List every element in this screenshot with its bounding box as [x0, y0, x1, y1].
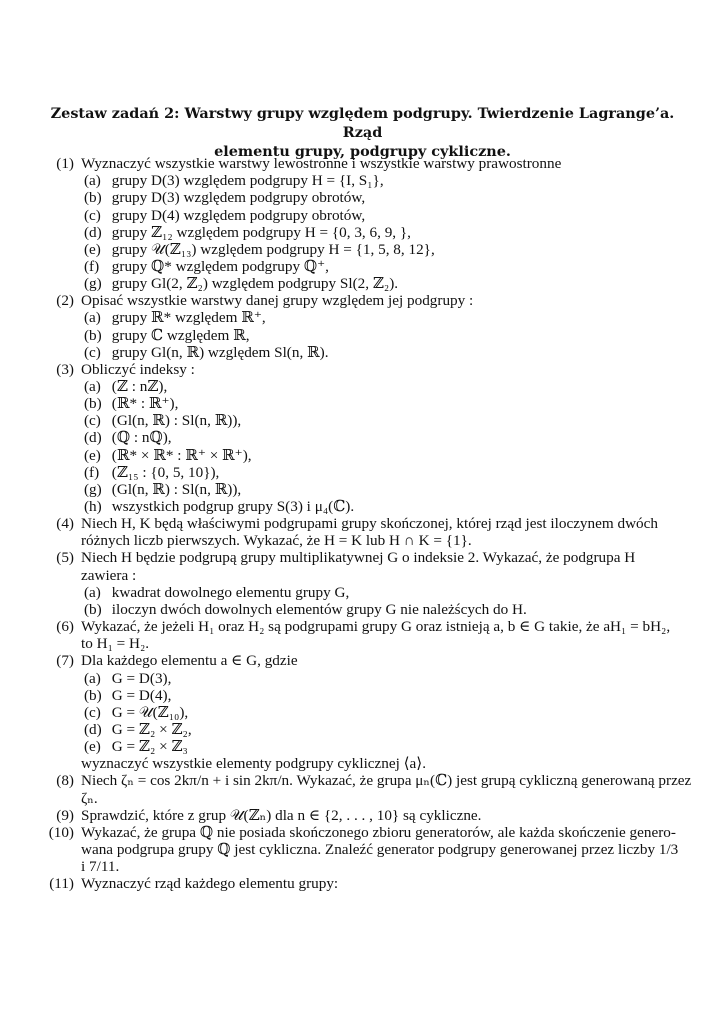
subitem-label: (g)	[84, 480, 102, 498]
subitem-text: G = D(4),	[108, 686, 172, 704]
subitem	[84, 412, 241, 429]
problem-text-line: Opisać wszystkie warstwy danej grupy względem jej podgrupy :	[81, 292, 474, 310]
subitem-text: grupy ℤ₁₂ względem podgrupy H = {0, 3, 6, 9, },	[108, 223, 411, 241]
subitem-label: (d)	[84, 429, 102, 447]
problem-text-line: to H₁ = H₂.	[81, 635, 150, 653]
subitem-text: iloczyn dwóch dowolnych elementów grupy G nie należścych do H.	[108, 600, 527, 618]
problem-text-line: ζₙ.	[81, 789, 98, 807]
problem-number: (10)	[48, 823, 74, 841]
subitem-label: (d)	[84, 720, 102, 738]
subitem-label: (e)	[84, 446, 101, 464]
subitem-text: (Gl(n, ℝ) : Sl(n, ℝ)),	[108, 480, 242, 498]
problem-number: (11)	[49, 875, 74, 893]
subitem-text: (ℤ : nℤ),	[108, 377, 168, 395]
subitem	[84, 275, 398, 292]
subitem	[84, 309, 266, 326]
subitem	[84, 721, 192, 738]
problem-number: (7)	[56, 652, 74, 670]
problem-text-line: Wykazać, że jeżeli H₁ oraz H₂ są podgrupami grupy G oraz istnieją a, b ∈ G takie, że aH₁ = bH₂,	[81, 618, 671, 635]
title-line-1: Zestaw zadań 2: Warstwy grupy względem podgrupy. Twierdzenie Lagrange’a. Rząd	[50, 105, 675, 141]
subitem	[84, 704, 188, 721]
subitem-label: (d)	[84, 223, 102, 241]
subitem	[84, 584, 349, 601]
subitem-label: (a)	[84, 377, 101, 395]
subitem-label: (c)	[84, 412, 101, 430]
subitem-label: (b)	[84, 600, 102, 618]
subitem	[84, 464, 219, 481]
subitem-text: grupy ℝ* względem ℝ⁺,	[108, 309, 266, 327]
subitem	[84, 429, 172, 446]
subitem-label: (e)	[84, 738, 101, 756]
subitem-text: grupy Gl(2, ℤ₂) względem podgrupy Sl(2, ℤ₂).	[108, 275, 399, 293]
problem-number: (8)	[56, 772, 74, 790]
subitem-label: (c)	[84, 206, 101, 224]
problem-text-line: i 7/11.	[81, 858, 120, 876]
subitem-label: (a)	[84, 583, 101, 601]
problem-number: (2)	[56, 292, 74, 310]
subitem-text: (ℝ* × ℝ* : ℝ⁺ × ℝ⁺),	[108, 446, 252, 464]
subitem-text: grupy 𝒰(ℤ₁₃) względem podgrupy H = {1, 5, 8, 12},	[108, 240, 435, 258]
subitem	[84, 601, 527, 618]
subitem	[84, 189, 365, 206]
subitem-label: (f)	[84, 257, 100, 275]
subitem	[84, 378, 167, 395]
problem-text-line: wyznaczyć wszystkie elementy podgrupy cyklicznej ⟨a⟩.	[81, 755, 427, 773]
problem-text-line: Wykazać, że grupa ℚ nie posiada skończonego zbioru generatorów, ale każda skończenie genero-	[81, 823, 676, 841]
subitem	[84, 207, 365, 224]
subitem-text: wszystkich podgrup grupy S(3) i μ₄(ℂ).	[108, 498, 355, 515]
subitem	[84, 481, 241, 498]
subitem	[84, 447, 252, 464]
problem-number: (1)	[56, 155, 74, 172]
subitem	[84, 687, 171, 704]
subitem	[84, 241, 435, 258]
subitem-label: (b)	[84, 686, 102, 704]
subitem-label: (a)	[84, 669, 101, 687]
subitem	[84, 395, 178, 412]
subitem	[84, 670, 171, 687]
subitem-label: (b)	[84, 189, 102, 207]
subitem-label: (c)	[84, 703, 101, 721]
page-title	[40, 104, 685, 161]
problem-number: (9)	[56, 806, 74, 824]
subitem-text: kwadrat dowolnego elementu grupy G,	[108, 583, 350, 601]
subitem-label: (g)	[84, 275, 102, 293]
subitem-label: (e)	[84, 240, 101, 258]
subitem	[84, 258, 329, 275]
problem-text-line: Wyznaczyć rząd każdego elementu grupy:	[81, 875, 339, 893]
problem-text-line: Niech H będzie podgrupą grupy multiplikatywnej G o indeksie 2. Wykazać, że podgrupa H	[81, 549, 636, 567]
subitem-text: grupy ℂ względem ℝ,	[108, 326, 250, 344]
subitem-text: (ℚ : nℚ),	[108, 429, 172, 447]
subitem-label: (c)	[84, 343, 101, 361]
subitem-label: (f)	[84, 463, 100, 481]
subitem-text: G = D(3),	[108, 669, 172, 687]
subitem-text: grupy Gl(n, ℝ) względem Sl(n, ℝ).	[108, 343, 329, 361]
title-line-2: elementu grupy, podgrupy cykliczne.	[214, 143, 511, 160]
subitem	[84, 738, 188, 755]
subitem-label: (b)	[84, 326, 102, 344]
subitem-text: (ℤ₁₅ : {0, 5, 10}),	[108, 463, 220, 481]
problem-text-line: Wyznaczyć wszystkie warstwy lewostronne i wszystkie warstwy prawostronne	[81, 155, 562, 172]
subitem-label: (b)	[84, 395, 102, 413]
subitem	[84, 327, 250, 344]
subitem-text: grupy ℚ* względem podgrupy ℚ⁺,	[108, 257, 329, 275]
problem-text-line: Obliczyć indeksy :	[81, 360, 195, 378]
problem-text-line: wana podgrupa grupy ℚ jest cykliczna. Znaleźć generator podgrupy generowanej przez liczby 1/3	[81, 841, 679, 858]
problem-number: (4)	[56, 515, 74, 533]
subitem-text: (Gl(n, ℝ) : Sl(n, ℝ)),	[108, 412, 242, 430]
problem-number: (5)	[56, 549, 74, 567]
subitem-text: grupy D(4) względem podgrupy obrotów,	[108, 206, 366, 224]
subitem	[84, 224, 411, 241]
subitem	[84, 498, 354, 515]
subitem-label: (a)	[84, 309, 101, 327]
problem-text-line: zawiera :	[81, 566, 137, 584]
subitem	[84, 172, 384, 189]
problem-text-line: różnych liczb pierwszych. Wykazać, że H = K lub H ∩ K = {1}.	[81, 532, 472, 550]
problem-text-line: Sprawdzić, które z grup 𝒰(ℤₙ) dla n ∈ {2, . . . , 10} są cykliczne.	[81, 806, 482, 824]
subitem-text: grupy D(3) względem podgrupy obrotów,	[108, 189, 366, 207]
subitem-text: G = ℤ₂ × ℤ₃	[108, 738, 188, 756]
problem-text-line: Niech ζₙ = cos 2kπ/n + i sin 2kπ/n. Wykazać, że grupa μₙ(ℂ) jest grupą cykliczną generowaną przez	[81, 772, 692, 790]
subitem-text: grupy D(3) względem podgrupy H = {I, S₁},	[108, 172, 384, 190]
problem-text-line: Dla każdego elementu a ∈ G, gdzie	[81, 652, 298, 670]
subitem	[84, 344, 329, 361]
subitem-label: (h)	[84, 498, 102, 515]
problem-text-line: Niech H, K będą właściwymi podgrupami grupy skończonej, której rząd jest iloczynem dwóch	[81, 515, 658, 533]
subitem-text: G = ℤ₂ × ℤ₂,	[108, 720, 192, 738]
problem-number: (6)	[56, 618, 74, 635]
subitem-text: (ℝ* : ℝ⁺),	[108, 395, 179, 413]
problem-number: (3)	[56, 360, 74, 378]
subitem-text: G = 𝒰(ℤ₁₀),	[108, 703, 189, 721]
subitem-label: (a)	[84, 172, 101, 190]
